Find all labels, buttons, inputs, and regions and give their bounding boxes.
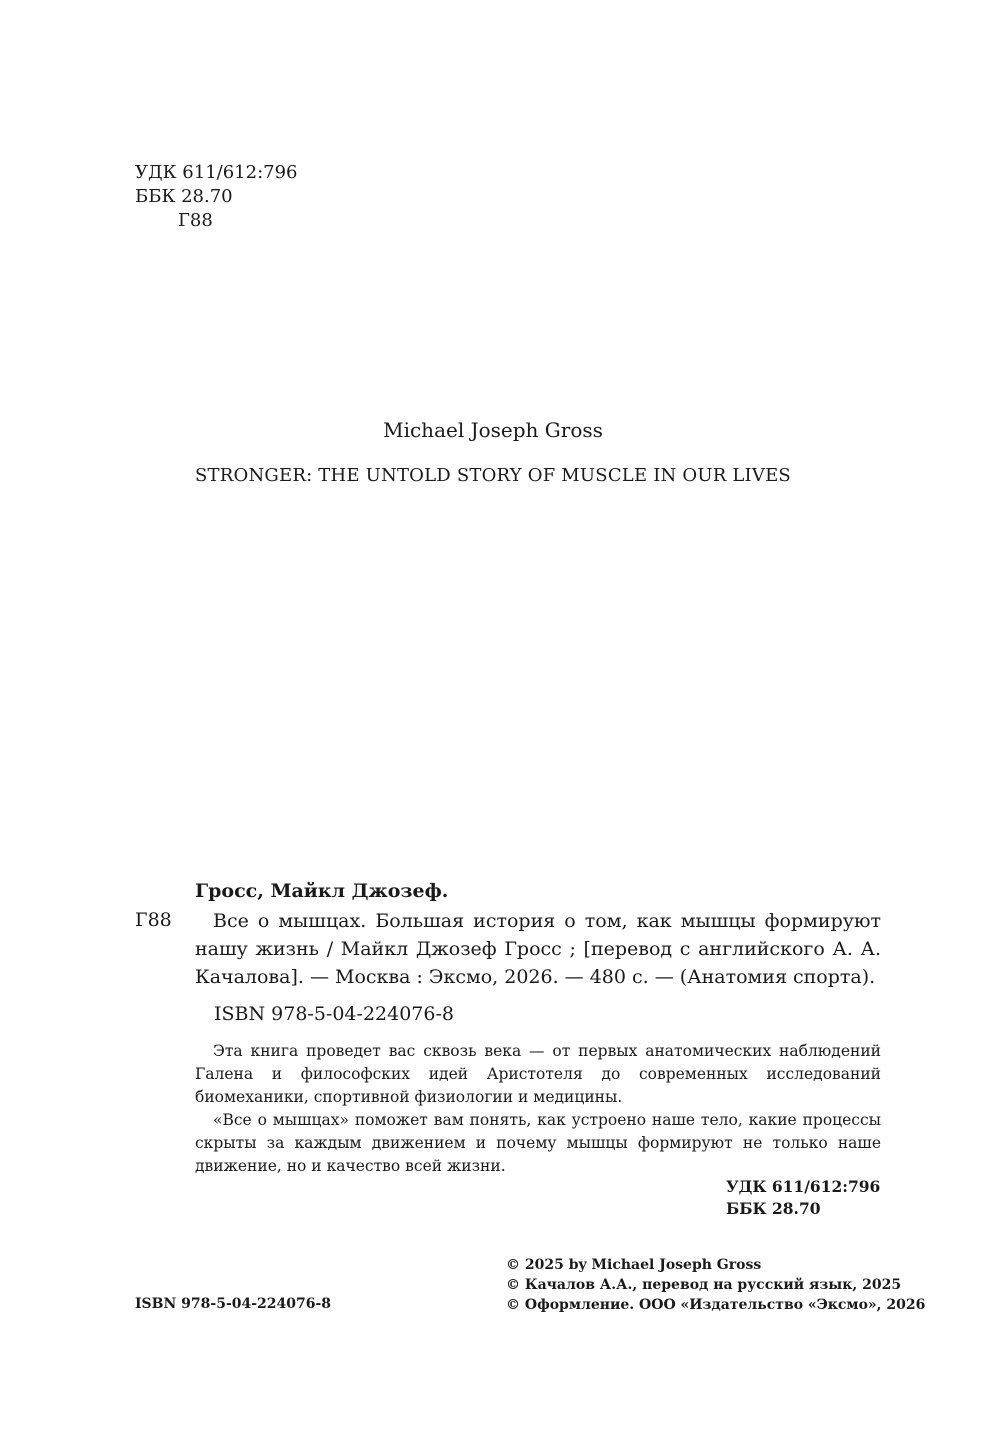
copyright-line: © 2025 by Michael Joseph Gross: [506, 1257, 762, 1273]
record-description: Все о мышцах. Большая история о том, как мышцы формируют нашу жизнь / Майкл Джозеф Гросс ; [перевод с английского А. А. Качалова]. — Москва : Эксмо, 2026. — 480 с. — (Анатомия спорта).: [195, 910, 881, 988]
copyright-line: © Оформление. ООО «Издательство «Эксмо», 2026: [506, 1297, 926, 1313]
author-mark: Г88: [178, 210, 213, 231]
record-heading: Гросс, Майкл Джозеф.: [195, 880, 449, 902]
copyright-line: © Качалов А.А., перевод на русский язык, 2025: [506, 1277, 902, 1293]
udk-code-bottom: УДК 611/612:796: [726, 1177, 881, 1196]
record-author-mark: Г88: [135, 909, 172, 931]
annotation: [195, 1040, 881, 1178]
annotation-paragraph: «Все о мышцах» поможет вам понять, как устроено наше тело, какие процессы скрыты за каждым движением и почему мышцы формируют не только наше движение, но и качество всей жизни.: [195, 1111, 881, 1175]
isbn-bottom: ISBN 978-5-04-224076-8: [135, 1296, 332, 1312]
record-isbn: ISBN 978-5-04-224076-8: [214, 1003, 454, 1025]
original-author: Michael Joseph Gross: [383, 418, 603, 442]
annotation-paragraph: Эта книга проведет вас сквозь века — от первых анатомических наблюдений Галена и философских идей Аристотеля до современных исследований биомеханики, спортивной физиологии и медицины.: [195, 1042, 881, 1106]
copyright-block: [506, 1255, 925, 1315]
bbk-code-bottom: ББК 28.70: [726, 1199, 821, 1218]
udk-code: УДК 611/612:796: [135, 162, 298, 183]
bbk-code: ББК 28.70: [135, 186, 233, 207]
classification-block-bottom: [726, 1176, 880, 1220]
original-title: STRONGER: THE UNTOLD STORY OF MUSCLE IN OUR LIVES: [195, 465, 791, 486]
classification-block-top: [135, 161, 298, 233]
